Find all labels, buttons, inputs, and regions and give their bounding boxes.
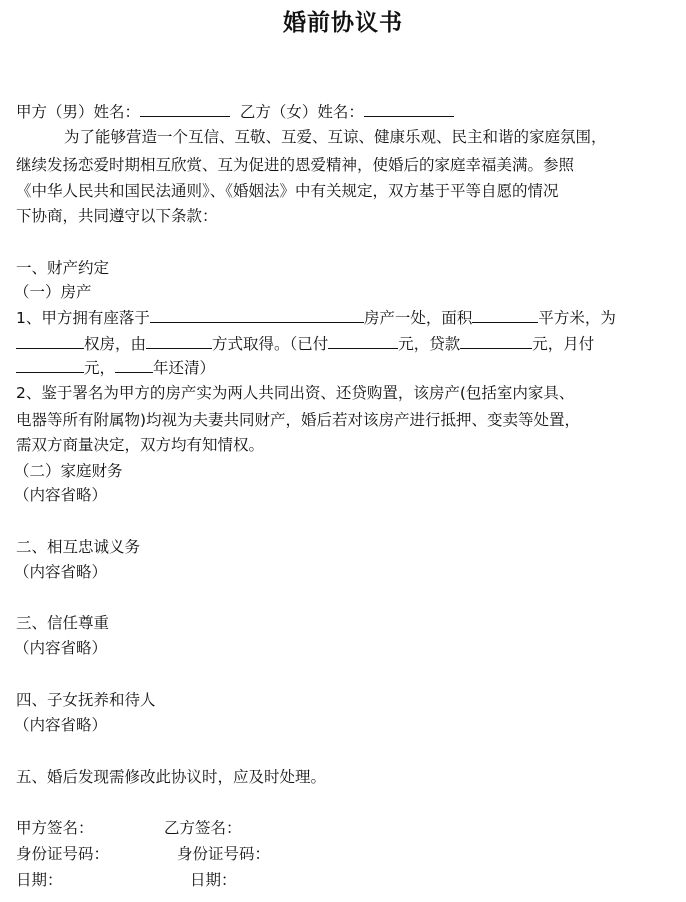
clause-1-text-e: 方式取得。（已付 (212, 335, 329, 353)
party-b-date-label: 日期： (190, 871, 237, 889)
clause-1-text-f: 元，贷款 (398, 335, 461, 353)
preamble-line-1: 为了能够营造一个互信、互敬、互爱、互谅、健康乐观、民主和谐的家庭氛围， (64, 128, 607, 146)
clause-2-line-1: 2、鉴于署名为甲方的房产实为两人共同出资、还贷购置，该房产(包括室内家具、 (16, 384, 575, 402)
clause-1-text-d: 权房，由 (84, 335, 147, 353)
party-b-signature-label: 乙方签名： (164, 819, 242, 837)
clause-1-text-h: 元， (84, 359, 116, 377)
party-b-id-label: 身份证号码： (177, 845, 271, 863)
preamble-line-2: 继续发扬恋爱时期相互欣赏、互为促进的恩爱精神，使婚后的家庭幸福美满。参照 (16, 156, 575, 174)
section-1-sub-1: （一）房产 (14, 283, 92, 301)
section-5-heading: 五、婚后发现需修改此协议时，应及时处理。 (16, 768, 327, 786)
section-1-sub-2: （二）家庭财务 (14, 462, 123, 480)
clause-2-line-3: 需双方商量决定，双方均有知情权。 (16, 436, 265, 454)
section-4-heading: 四、子女抚养和待人 (16, 691, 156, 709)
loan-amount-blank (460, 333, 532, 349)
location-blank (150, 307, 364, 323)
section-1-heading: 一、财产约定 (16, 259, 110, 277)
section-1-sub-2-omitted: （内容省略） (14, 486, 108, 504)
document-title: 婚前协议书 (283, 10, 403, 36)
section-4-omitted: （内容省略） (14, 716, 108, 734)
parties-line (16, 101, 454, 123)
party-a-name-label: 甲方（男）姓名： (16, 103, 141, 121)
acquisition-method-blank (146, 333, 212, 349)
clause-1-text-g: 元，月付 (532, 335, 595, 353)
property-type-blank (16, 333, 84, 349)
area-blank (472, 307, 538, 323)
years-blank (115, 357, 153, 373)
clause-2-line-2: 电器等所有附属物)均视为夫妻共同财产，婚后若对该房产进行抵押、变卖等处置， (16, 411, 581, 429)
party-a-name-blank (140, 101, 230, 117)
clause-1-line-1 (16, 307, 616, 329)
clause-1-text-a: 1、甲方拥有座落于 (16, 309, 150, 327)
party-a-id-label: 身份证号码： (16, 845, 110, 863)
clause-1-text-b: 房产一处，面积 (363, 309, 473, 327)
monthly-payment-blank (16, 357, 84, 373)
party-b-name-label: 乙方（女）姓名： (239, 103, 364, 121)
party-b-name-blank (364, 101, 454, 117)
section-3-heading: 三、信任尊重 (16, 614, 110, 632)
clause-1-line-2 (16, 333, 594, 355)
clause-1-line-3 (16, 357, 215, 379)
paid-amount-blank (328, 333, 398, 349)
section-3-omitted: （内容省略） (14, 639, 108, 657)
party-a-date-label: 日期： (16, 871, 63, 889)
clause-1-text-c: 平方米，为 (538, 309, 616, 327)
clause-1-text-i: 年还清） (153, 359, 216, 377)
section-2-omitted: （内容省略） (14, 563, 108, 581)
party-a-signature-label: 甲方签名： (16, 819, 94, 837)
preamble-line-3: 《中华人民共和国民法通则》、《婚姻法》中有关规定，双方基于平等自愿的情况 (16, 182, 559, 200)
preamble-line-4: 下协商，共同遵守以下条款： (16, 207, 218, 225)
section-2-heading: 二、相互忠诚义务 (16, 538, 141, 556)
